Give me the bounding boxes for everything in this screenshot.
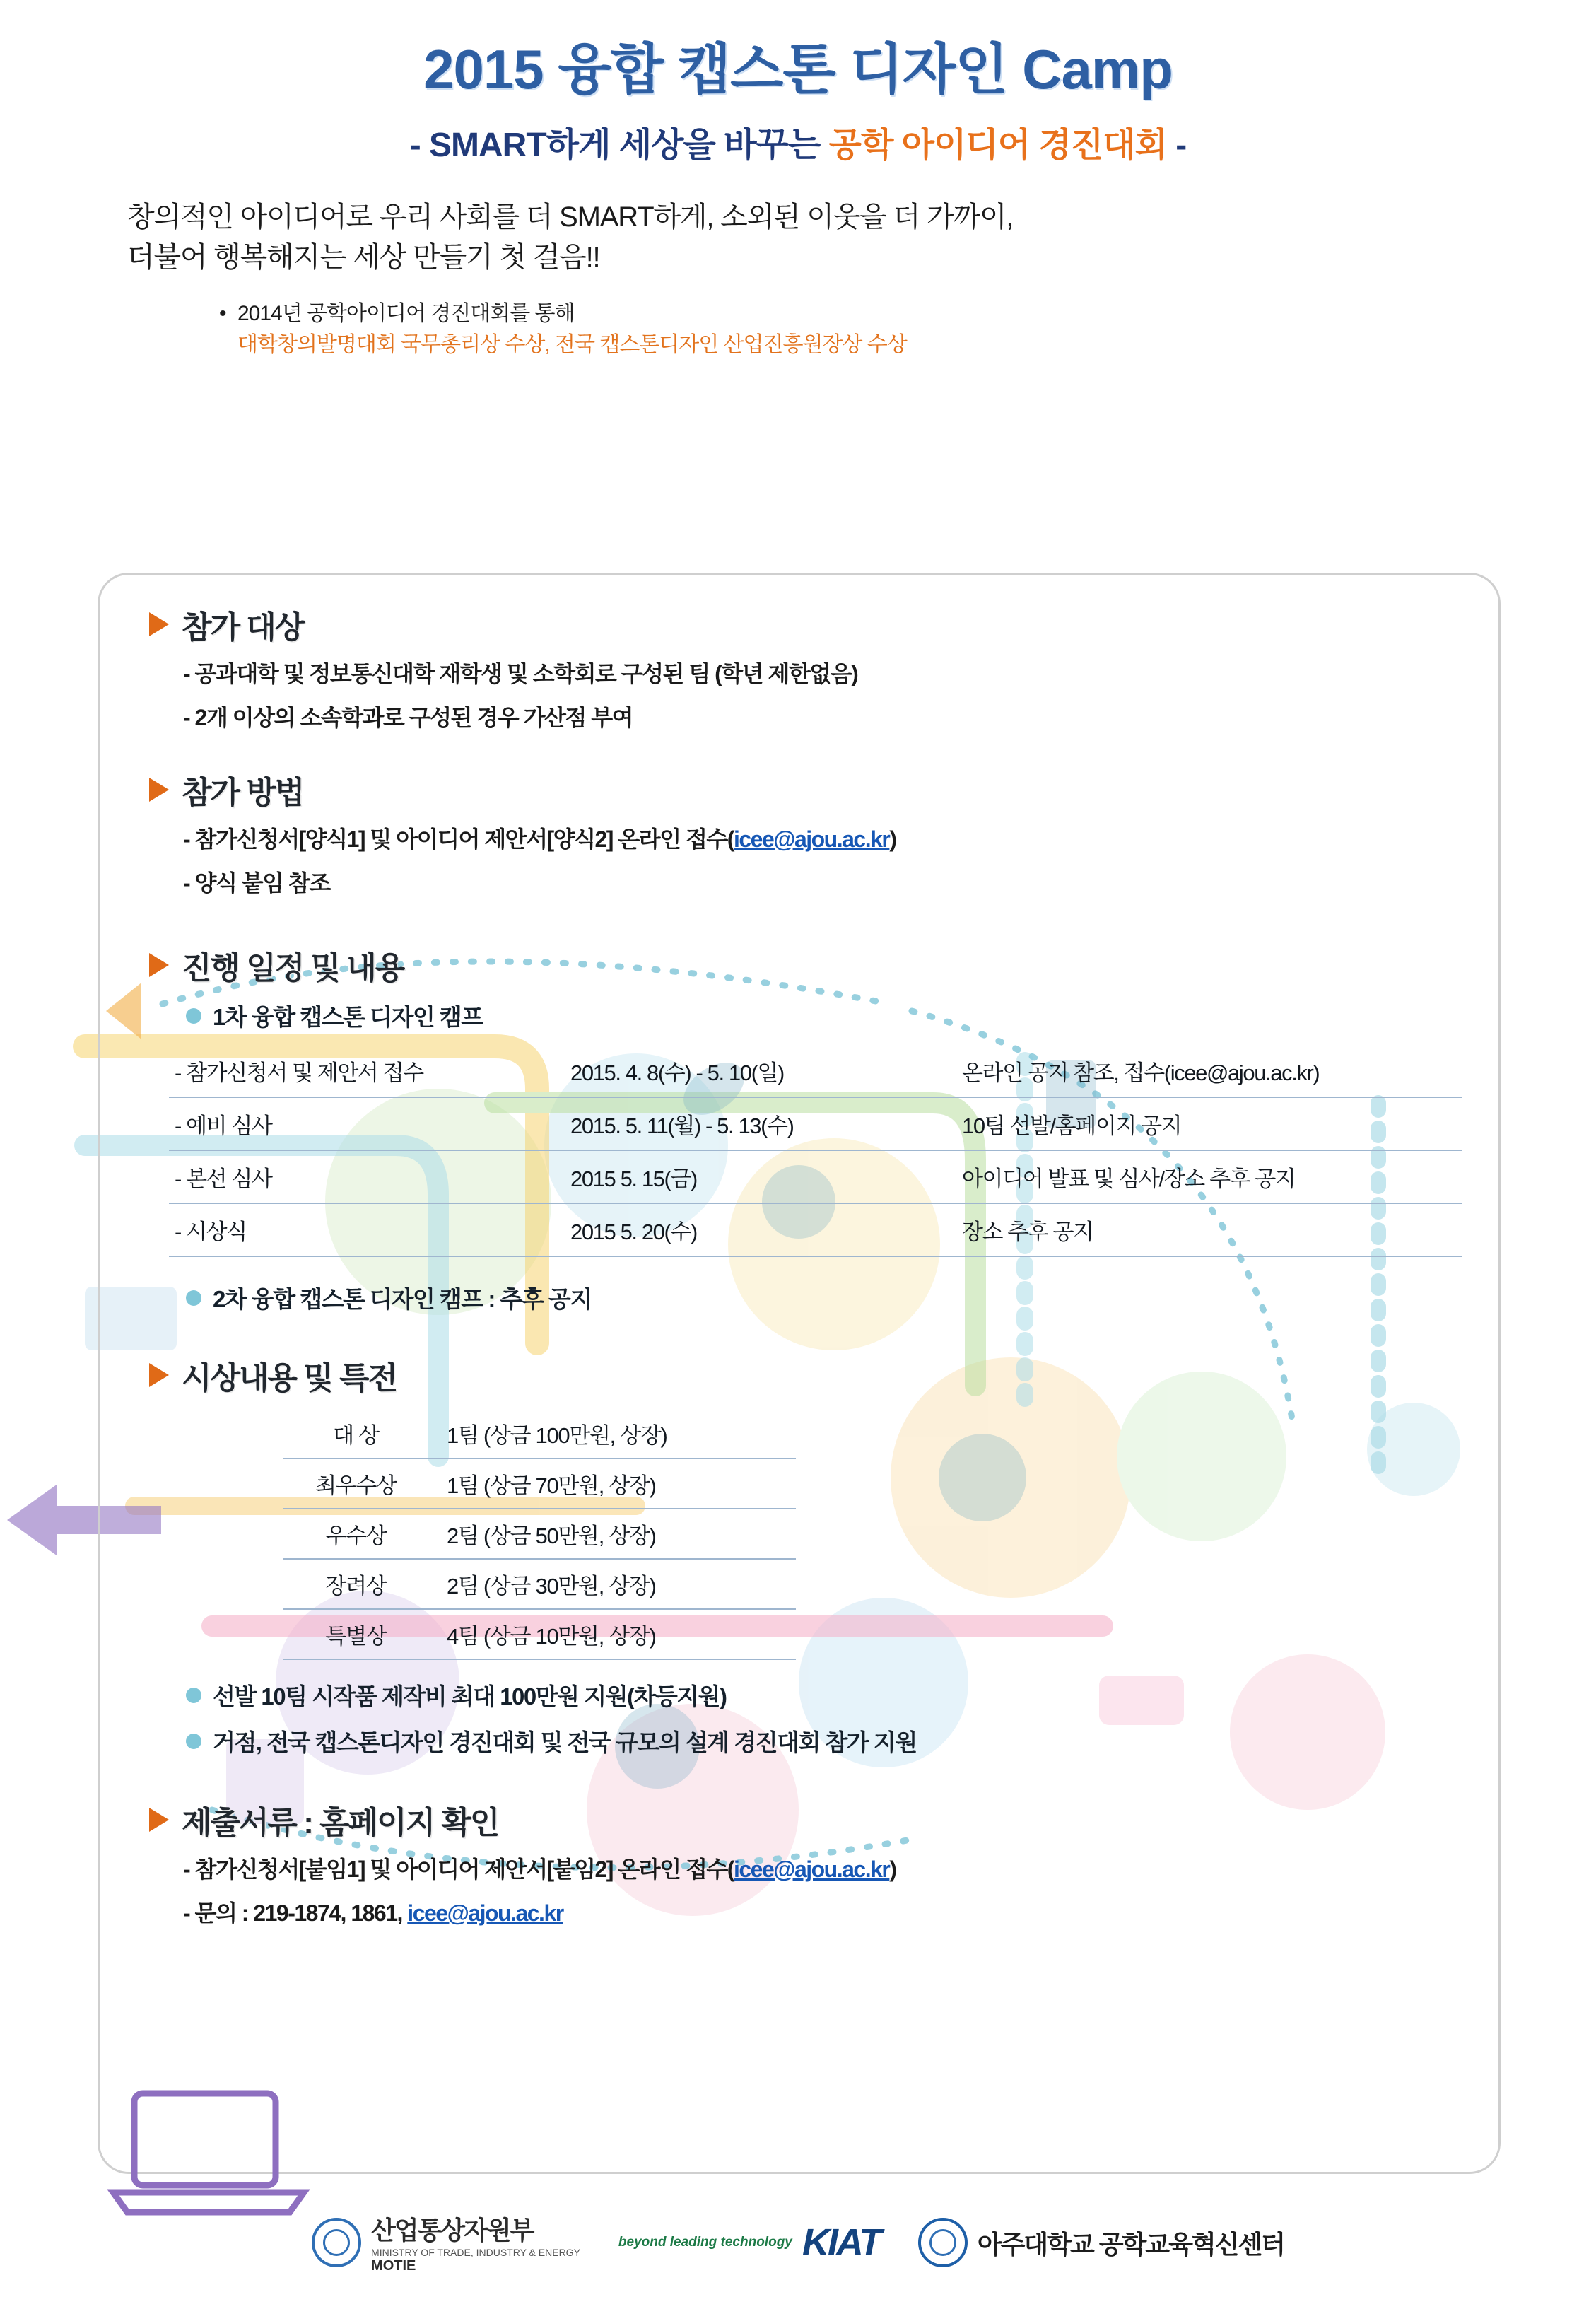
target-item-2: - 2개 이상의 소속학과로 구성된 경우 가산점 부여 xyxy=(183,705,633,730)
awards-extra-1-label: 선발 10팀 시작품 제작비 최대 100만원 지원(차등지원) xyxy=(213,1683,727,1709)
motie-name-kr: 산업통상자원부 xyxy=(371,2216,534,2245)
subtitle-suffix: - xyxy=(1166,126,1187,164)
section-schedule-title: 진행 일정 및 내용 xyxy=(182,951,404,986)
schedule-row-0-date: 2015. 4. 8(수) - 5. 10(일) xyxy=(565,1045,932,1097)
triangle-bullet-icon xyxy=(149,953,169,977)
docs-email-link[interactable]: icee@ajou.ac.kr xyxy=(733,1857,890,1882)
laptop-icon xyxy=(106,2086,311,2221)
schedule-camp1-label: 1차 융합 캡스톤 디자인 캠프 xyxy=(213,1004,483,1030)
award-row-1-detail: 1팀 (상금 70만원, 상장) xyxy=(428,1459,796,1509)
award-row-4-grade: 특별상 xyxy=(283,1609,428,1659)
table-row xyxy=(169,1150,1462,1203)
poster-header xyxy=(0,0,1596,360)
target-item-1: - 공과대학 및 정보통신대학 재학생 및 소학회로 구성된 팀 (학년 제한없음) xyxy=(183,661,858,686)
schedule-row-1-name: - 예비 심사 xyxy=(169,1097,565,1150)
schedule-row-3-note: 장소 추후 공지 xyxy=(932,1203,1462,1256)
schedule-camp2-label: 2차 융합 캡스톤 디자인 캠프 : 추후 공지 xyxy=(213,1286,592,1312)
ajou-name: 아주대학교 공학교육혁신센터 xyxy=(977,2229,1284,2259)
government-seal-icon xyxy=(312,2218,361,2267)
section-howto xyxy=(149,767,1470,900)
page-title: 2015 융합 캡스톤 디자인 Camp xyxy=(423,38,1173,100)
subtitle-prefix: - SMART하게 세상을 바꾸는 xyxy=(409,126,829,164)
table-row xyxy=(283,1609,796,1659)
section-docs-title: 제출서류 : 홈페이지 확인 xyxy=(182,1806,499,1840)
section-awards xyxy=(149,1352,1470,1758)
schedule-camp1-bullet xyxy=(186,999,1470,1032)
award-row-3-grade: 장려상 xyxy=(283,1559,428,1609)
section-awards-heading xyxy=(149,1352,1470,1398)
award-row-2-grade: 우수상 xyxy=(283,1509,428,1559)
logo-ajou xyxy=(918,2218,1284,2267)
content-panel xyxy=(98,573,1501,2174)
table-row xyxy=(169,1097,1462,1150)
note-line-1: 2014년 공학아이디어 경진대회를 통해 xyxy=(237,302,575,326)
schedule-row-1-note: 10팀 선발/홈페이지 공지 xyxy=(932,1097,1462,1150)
section-docs-heading xyxy=(149,1797,1470,1842)
section-schedule xyxy=(149,942,1470,1314)
schedule-row-3-date: 2015 5. 20(수) xyxy=(565,1203,932,1256)
docs-item-1 xyxy=(183,1852,1470,1886)
docs-contact-email-link[interactable]: icee@ajou.ac.kr xyxy=(407,1900,563,1926)
sponsor-logos xyxy=(0,2211,1596,2274)
lead-paragraph xyxy=(0,197,1596,278)
triangle-bullet-icon xyxy=(149,778,169,802)
docs-item-1-text: - 참가신청서[붙임1] 및 아이디어 제안서[붙임2] 온라인 접수( xyxy=(183,1857,734,1882)
logo-motie xyxy=(312,2211,580,2274)
award-row-3-detail: 2팀 (상금 30만원, 상장) xyxy=(428,1559,796,1609)
kiat-tagline: beyond leading technology xyxy=(618,2235,792,2250)
kiat-wordmark: KIAT xyxy=(802,2221,880,2264)
award-row-0-grade: 대 상 xyxy=(283,1409,428,1459)
logo-kiat xyxy=(618,2221,880,2264)
award-history-note xyxy=(0,298,1596,360)
schedule-row-3-name: - 시상식 xyxy=(169,1203,565,1256)
triangle-bullet-icon xyxy=(149,612,169,636)
section-howto-heading xyxy=(149,767,1470,812)
table-row xyxy=(283,1459,796,1509)
awards-extra-2-label: 거점, 전국 캡스톤디자인 경진대회 및 전국 규모의 설계 경진대회 참가 지원 xyxy=(213,1729,917,1755)
award-row-1-grade: 최우수상 xyxy=(283,1459,428,1509)
table-row xyxy=(169,1045,1462,1097)
section-target-title: 참가 대상 xyxy=(182,610,304,645)
lead-line-1: 창의적인 아이디어로 우리 사회를 더 SMART하게, 소외된 이웃을 더 가까이, xyxy=(127,201,1014,233)
howto-email-link[interactable]: icee@ajou.ac.kr xyxy=(733,826,890,852)
table-row xyxy=(283,1409,796,1459)
howto-item-1-text: - 참가신청서[양식1] 및 아이디어 제안서[양식2] 온라인 접수( xyxy=(183,826,734,852)
page-subtitle xyxy=(0,117,1596,166)
subtitle-highlight: 공학 아이디어 경진대회 xyxy=(828,126,1167,164)
circle-bullet-icon xyxy=(186,1688,201,1703)
circle-bullet-icon xyxy=(186,1734,201,1749)
table-row xyxy=(283,1559,796,1609)
schedule-row-0-note: 온라인 공지 참조, 접수(icee@ajou.ac.kr) xyxy=(932,1045,1462,1097)
awards-extra-2 xyxy=(186,1724,1470,1758)
circle-bullet-icon xyxy=(186,1290,201,1306)
motie-name-en: MINISTRY OF TRADE, INDUSTRY & ENERGY xyxy=(371,2247,580,2258)
awards-extra-1 xyxy=(186,1678,1470,1712)
lead-line-2: 더불어 행복해지는 세상 만들기 첫 걸음!! xyxy=(127,241,600,273)
docs-item-2 xyxy=(183,1896,1470,1930)
docs-contact-text: - 문의 : 219-1874, 1861, xyxy=(183,1900,408,1926)
bullet-dot-icon: • xyxy=(219,302,226,326)
motie-abbr: MOTIE xyxy=(371,2258,416,2274)
schedule-row-2-name: - 본선 심사 xyxy=(169,1150,565,1203)
schedule-row-2-note: 아이디어 발표 및 심사/장소 추후 공지 xyxy=(932,1150,1462,1203)
note-line-2: 대학창의발명대회 국무총리상 수상, 전국 캡스톤디자인 산업진흥원장상 수상 xyxy=(237,332,907,356)
triangle-bullet-icon xyxy=(149,1808,169,1832)
docs-item-1-close: ) xyxy=(889,1857,896,1882)
awards-table xyxy=(283,1409,796,1660)
triangle-bullet-icon xyxy=(149,1363,169,1387)
section-target-heading xyxy=(149,602,1470,647)
schedule-row-2-date: 2015 5. 15(금) xyxy=(565,1150,932,1203)
section-howto-title: 참가 방법 xyxy=(182,776,304,810)
schedule-row-1-date: 2015. 5. 11(월) - 5. 13(수) xyxy=(565,1097,932,1150)
howto-item-1-close: ) xyxy=(889,826,896,852)
schedule-row-0-name: - 참가신청서 및 제안서 접수 xyxy=(169,1045,565,1097)
table-row xyxy=(283,1509,796,1559)
award-row-4-detail: 4팀 (상금 10만원, 상장) xyxy=(428,1609,796,1659)
award-row-2-detail: 2팀 (상금 50만원, 상장) xyxy=(428,1509,796,1559)
howto-item-1 xyxy=(183,822,1470,856)
ajou-seal-icon xyxy=(918,2218,968,2267)
section-awards-title: 시상내용 및 특전 xyxy=(182,1361,397,1396)
section-docs xyxy=(149,1797,1470,1930)
award-row-0-detail: 1팀 (상금 100만원, 상장) xyxy=(428,1409,796,1459)
table-row xyxy=(169,1203,1462,1256)
schedule-camp2-bullet xyxy=(186,1281,1470,1314)
howto-item-2: - 양식 붙임 참조 xyxy=(183,870,330,896)
section-target xyxy=(149,602,1470,735)
circle-bullet-icon xyxy=(186,1008,201,1024)
schedule-table xyxy=(169,1045,1462,1257)
section-schedule-heading xyxy=(149,942,1470,988)
